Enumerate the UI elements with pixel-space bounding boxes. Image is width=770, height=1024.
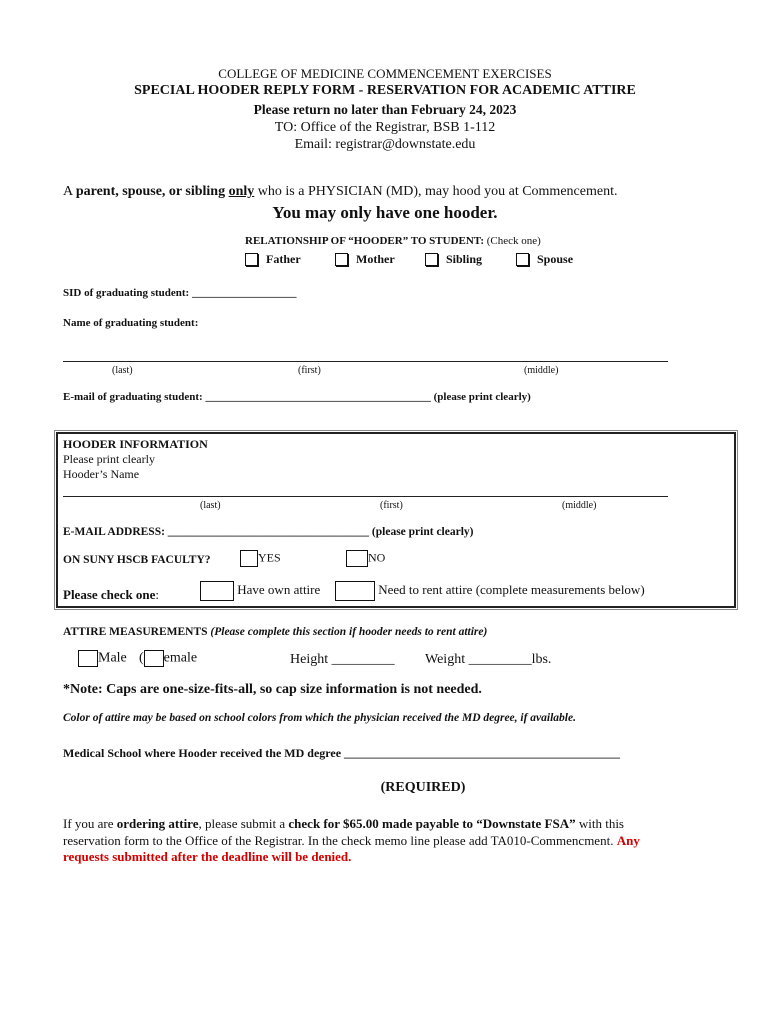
student-name-label: Name of graduating student:: [63, 317, 199, 329]
faculty-no-label: NO: [368, 550, 386, 565]
checkbox-spouse[interactable]: [516, 253, 529, 266]
gender-male[interactable]: [78, 650, 127, 667]
med-school-field[interactable]: Medical School where Hooder received the MD degree ______________________________________________: [63, 746, 621, 760]
email-contact: Email: registrar@downstate.edu: [294, 137, 476, 152]
rent-attire-label: Need to rent attire (complete measurements below): [378, 581, 645, 597]
rent-attire-option[interactable]: [335, 581, 645, 601]
female-paren: (: [139, 650, 144, 666]
faculty-no-box[interactable]: [346, 550, 368, 567]
color-note: Color of attire may be based on school colors from which the physician received the MD degree, if available.: [63, 712, 576, 724]
intro-rest: who is a PHYSICIAN (MD), may hood you at Commencement.: [254, 184, 618, 199]
student-email-field[interactable]: E-mail of graduating student: _________________________________________ (please print clearly): [63, 391, 531, 403]
hooder-first-label: (first): [380, 500, 403, 511]
footer-deadline-warning: requests submitted after the deadline will be denied.: [63, 849, 352, 864]
footer-p2: , please submit a: [198, 816, 289, 831]
faculty-yes[interactable]: [240, 550, 281, 567]
check-one-colon: :: [155, 587, 160, 602]
required-label: (REQUIRED): [380, 780, 466, 795]
one-hooder-notice: You may only have one hooder.: [272, 203, 498, 222]
intro-only: only: [228, 184, 255, 199]
student-middle-label: (middle): [524, 365, 559, 376]
student-last-label: (last): [112, 365, 133, 376]
eligibility-text: [63, 184, 617, 200]
deadline: Please return no later than February 24, 2023: [253, 102, 517, 117]
option-sibling[interactable]: [425, 252, 482, 267]
measurements-header: [63, 626, 487, 638]
footer-p3: with this: [575, 816, 624, 831]
check-one-text: Please check one: [63, 587, 156, 602]
own-attire-option[interactable]: [200, 581, 320, 601]
footer-line2-text: reservation form to the Office of the Registrar. In the check memo line please add TA010-Commencment.: [63, 833, 617, 848]
male-label: Male: [98, 650, 127, 666]
footer-p1: If you are: [63, 816, 117, 831]
header-college: COLLEGE OF MEDICINE COMMENCEMENT EXERCISES: [218, 66, 552, 81]
female-label: emale: [163, 650, 198, 666]
hooder-name-label: Hooder’s Name: [63, 467, 140, 481]
weight-field[interactable]: Weight _________lbs.: [425, 652, 552, 667]
gender-female[interactable]: [139, 650, 197, 667]
footer-red1: Any: [616, 833, 640, 848]
student-first-label: (first): [298, 365, 321, 376]
measurements-hint: (Please complete this section if hooder needs to rent attire): [210, 626, 488, 638]
checkbox-mother[interactable]: [335, 253, 348, 266]
footer-b2: check for $65.00 made payable to “Downstate FSA”: [288, 816, 576, 831]
option-father[interactable]: [245, 252, 301, 267]
rent-attire-box[interactable]: [335, 581, 375, 601]
option-father-label: Father: [266, 252, 301, 266]
footer-line2: [63, 833, 640, 849]
hooder-print-note: Please print clearly: [63, 452, 155, 466]
height-field[interactable]: Height _________: [290, 652, 395, 667]
checkbox-sibling[interactable]: [425, 253, 438, 266]
student-name-line[interactable]: [63, 361, 668, 362]
check-one-label: [63, 587, 159, 603]
measurements-title: ATTIRE MEASUREMENTS: [63, 626, 208, 638]
hooder-last-label: (last): [200, 500, 221, 511]
option-sibling-label: Sibling: [446, 252, 483, 266]
option-mother[interactable]: [335, 252, 395, 267]
hooder-name-line[interactable]: [63, 496, 668, 497]
cap-note: *Note: Caps are one-size-fits-all, so cap size information is not needed.: [63, 682, 482, 697]
intro-prefix: A: [63, 184, 76, 199]
relationship-hint: (Check one): [486, 235, 541, 247]
option-spouse-label: Spouse: [537, 252, 574, 266]
female-box[interactable]: [144, 650, 164, 667]
hooder-email-field[interactable]: E-MAIL ADDRESS: ___________________________________ (please print clearly): [63, 526, 474, 538]
hooder-title: HOODER INFORMATION: [63, 437, 208, 451]
faculty-no[interactable]: [346, 550, 385, 567]
checkbox-father[interactable]: [245, 253, 258, 266]
form-title: SPECIAL HOODER REPLY FORM - RESERVATION FOR ACADEMIC ATTIRE: [134, 83, 636, 98]
footer-line1: [63, 816, 624, 832]
relationship-title: RELATIONSHIP OF “HOODER” TO STUDENT:: [245, 235, 484, 247]
intro-bold: parent, spouse, or sibling: [75, 184, 229, 199]
faculty-question: ON SUNY HSCB FACULTY?: [63, 554, 211, 566]
footer-b1: ordering attire: [116, 816, 199, 831]
sid-field[interactable]: SID of graduating student: ___________________: [63, 287, 297, 299]
male-box[interactable]: [78, 650, 98, 667]
faculty-yes-label: YES: [258, 550, 281, 565]
own-attire-label: Have own attire: [237, 581, 321, 597]
relationship-label: [245, 235, 541, 247]
faculty-yes-box[interactable]: [240, 550, 258, 567]
option-spouse[interactable]: [516, 252, 573, 267]
option-mother-label: Mother: [356, 252, 395, 266]
hooder-middle-label: (middle): [562, 500, 597, 511]
recipient: TO: Office of the Registrar, BSB 1-112: [274, 120, 496, 135]
own-attire-box[interactable]: [200, 581, 234, 601]
